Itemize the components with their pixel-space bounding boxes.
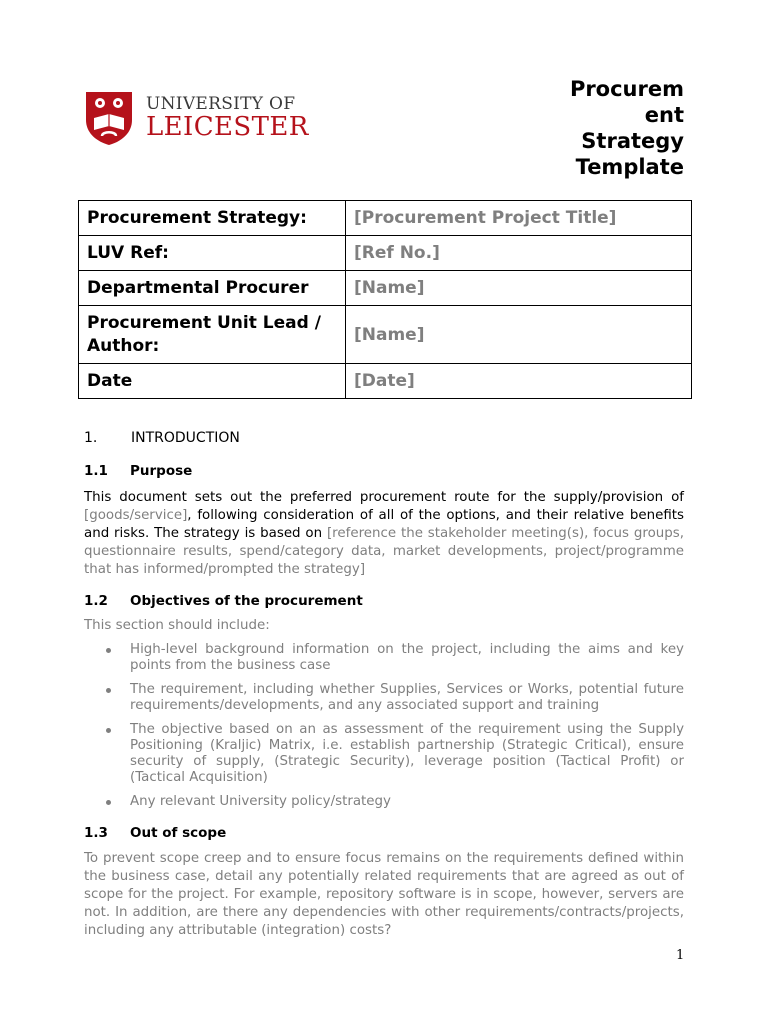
bullet-icon: [106, 728, 111, 733]
section-number: 1.: [84, 430, 98, 446]
table-row: [79, 364, 692, 399]
table-key: Procurement Strategy:: [79, 201, 346, 236]
title-line-3: Strategy: [581, 129, 684, 153]
purpose-placeholder-reference: [reference the stakeholder meeting(s), focus groups, questionnaire results, spend/category data, market developments, project/programme that has informed/prompted the strategy]: [84, 526, 684, 577]
document-title: [540, 76, 684, 180]
purpose-text-1: This document sets out the preferred procurement route for the supply/provision of: [84, 490, 684, 505]
table-key: LUV Ref:: [79, 236, 346, 271]
list-item-text: High-level background information on the project, including the aims and key points from the business case: [130, 642, 684, 673]
table-value: [Ref No.]: [346, 236, 692, 271]
subsection-title: Purpose: [130, 463, 193, 479]
table-key: Date: [79, 364, 346, 399]
subsection-heading-out-of-scope: [84, 825, 226, 841]
out-of-scope-paragraph: To prevent scope creep and to ensure focus remains on the requirements defined within the business case, detail any potentially related requirements that are agreed as out of scope for the project. For example, repository software is in scope, however, servers are not. In addition, are there any dependencies with other requirements/contracts/projects, including any attributable (integration) costs?: [84, 851, 684, 938]
bullet-icon: [106, 800, 111, 805]
subsection-number: 1.1: [84, 463, 108, 479]
bullet-icon: [106, 688, 111, 693]
table-row: [79, 271, 692, 306]
table-key: Procurement Unit Lead / Author:: [79, 306, 346, 364]
purpose-paragraph: [84, 489, 684, 579]
list-item-text: Any relevant University policy/strategy: [130, 794, 391, 809]
table-key: Departmental Procurer: [79, 271, 346, 306]
title-line-4: Template: [575, 155, 684, 179]
title-line-1: Procurem: [569, 77, 684, 101]
page-number: 1: [676, 948, 685, 963]
logo-university-of: UNIVERSITY OF: [146, 94, 296, 114]
table-value: [Name]: [346, 306, 692, 364]
subsection-heading-objectives: [84, 593, 363, 609]
list-item-text: The requirement, including whether Supplies, Services or Works, potential future requirements/developments, and any associated support and training: [130, 682, 684, 713]
subsection-number: 1.2: [84, 593, 108, 609]
bullet-icon: [106, 648, 111, 653]
table-row: [79, 201, 692, 236]
table-row: [79, 236, 692, 271]
list-item-text: The objective based on an as assessment of the requirement using the Supply Positioning (Kraljic) Matrix, i.e. establish partnership (Strategic Critical), ensure security of supply, (Strategic Security), leverage position (Tactical Profit) or (Tactical Acquisition): [130, 722, 684, 785]
purpose-placeholder-goods: [goods/service]: [84, 508, 188, 523]
table-value: [Procurement Project Title]: [346, 201, 692, 236]
procurement-details-table: [78, 200, 692, 399]
objectives-list: [84, 642, 684, 818]
table-value: [Date]: [346, 364, 692, 399]
list-item: [84, 642, 684, 674]
title-line-2: ent: [644, 103, 684, 127]
objectives-intro: This section should include:: [84, 618, 270, 633]
university-logo: [84, 90, 324, 146]
logo-leicester: LEICESTER: [146, 112, 309, 142]
subsection-number: 1.3: [84, 825, 108, 841]
crest-icon: [84, 90, 134, 146]
subsection-title: Out of scope: [130, 825, 227, 841]
purpose-text-2: , following consideration of all of the options, and their relative benefits and risks. The strategy is based on: [84, 508, 684, 541]
section-heading-introduction: [84, 430, 240, 446]
table-row: [79, 306, 692, 364]
table-value: [Name]: [346, 271, 692, 306]
list-item: [84, 682, 684, 714]
subsection-title: Objectives of the procurement: [130, 593, 363, 609]
list-item: [84, 794, 684, 810]
subsection-heading-purpose: [84, 463, 192, 479]
list-item: [84, 722, 684, 786]
section-title: INTRODUCTION: [131, 430, 240, 446]
